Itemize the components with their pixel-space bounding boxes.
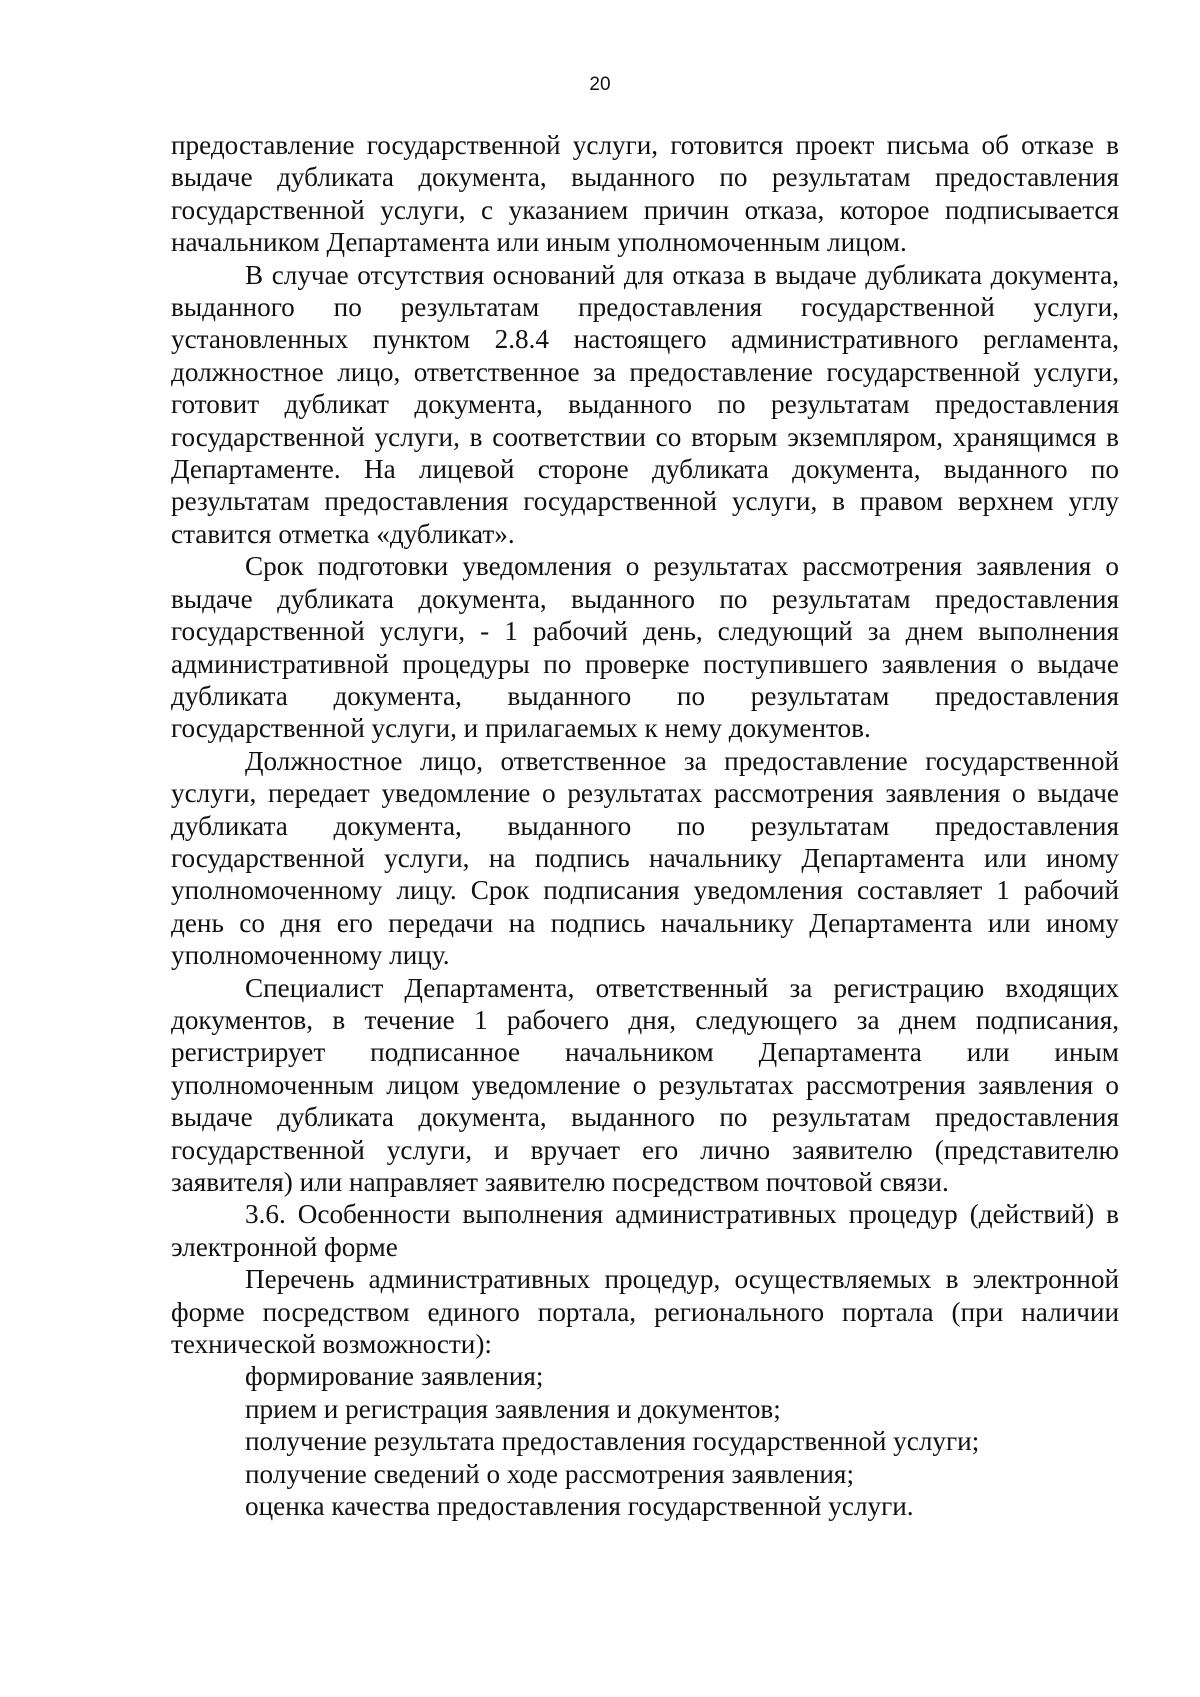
list-item: оценка качества предоставления государственной услуги.	[245, 1491, 914, 1522]
paragraph-notification-deadline: Срок подготовки уведомления о результатах рассмотрения заявления о выдаче дубликата документа, выданного по результатам предоставления государственной услуги, - 1 рабочий день, следующий за днем выполнения административной процедуры по проверке поступившего заявления о выдаче дубликата документа, выданного по результатам предоставления государственной услуги, и прилагаемых к нему документов.	[171, 551, 1119, 744]
list-item: прием и регистрация заявления и документов;	[245, 1393, 781, 1424]
paragraph-notification-signing: Должностное лицо, ответственное за предоставление государственной услуги, передает уведомление о результатах рассмотрения заявления о выдаче дубликата документа, выданного по результатам предоставления государственной услуги, на подпись начальнику Департамента или иному уполномоченному лицу. Срок подписания уведомления составляет 1 рабочий день со дня его передачи на подпись начальнику Департамента или иному уполномоченному лицу.	[171, 745, 1119, 971]
page-number: 20	[589, 74, 611, 95]
paragraph-duplicate-preparation: В случае отсутствия оснований для отказа в выдаче дубликата документа, выданного по результатам предоставления государственной услуги, установленных пунктом 2.8.4 настоящего административного регламента, должностное лицо, ответственное за предоставление государственной услуги, готовит дубликат документа, выданного по результатам предоставления государственной услуги, в соответствии со вторым экземпляром, хранящимся в Департаменте. На лицевой стороне дубликата документа, выданного по результатам предоставления государственной услуги, в правом верхнем углу ставится отметка «дубликат».	[171, 259, 1119, 549]
list-item: получение результата предоставления государственной услуги;	[245, 1426, 980, 1457]
list-item: формирование заявления;	[245, 1361, 544, 1392]
paragraph-continuation: предоставление государственной услуги, готовится проект письма об отказе в выдаче дубликата документа, выданного по результатам предоставления государственной услуги, с указанием причин отказа, которое подписывается начальником Департамента или иным уполномоченным лицом.	[171, 130, 1119, 258]
document-body	[171, 129, 1119, 1522]
paragraph-registration: Специалист Департамента, ответственный за регистрацию входящих документов, в течение 1 рабочего дня, следующего за днем подписания, регистрирует подписанное начальником Департамента или иным уполномоченным лицом уведомление о результатах рассмотрения заявления о выдаче дубликата документа, выданного по результатам предоставления государственной услуги, и вручает его лично заявителю (представителю заявителя) или направляет заявителю посредством почтовой связи.	[171, 972, 1119, 1197]
paragraph-procedures-list-intro: Перечень административных процедур, осуществляемых в электронной форме посредством единого портала, регионального портала (при наличии технической возможности):	[171, 1264, 1119, 1360]
section-heading-3-6: 3.6. Особенности выполнения административных процедур (действий) в электронной форме	[171, 1199, 1119, 1262]
list-item: получение сведений о ходе рассмотрения заявления;	[245, 1458, 854, 1489]
